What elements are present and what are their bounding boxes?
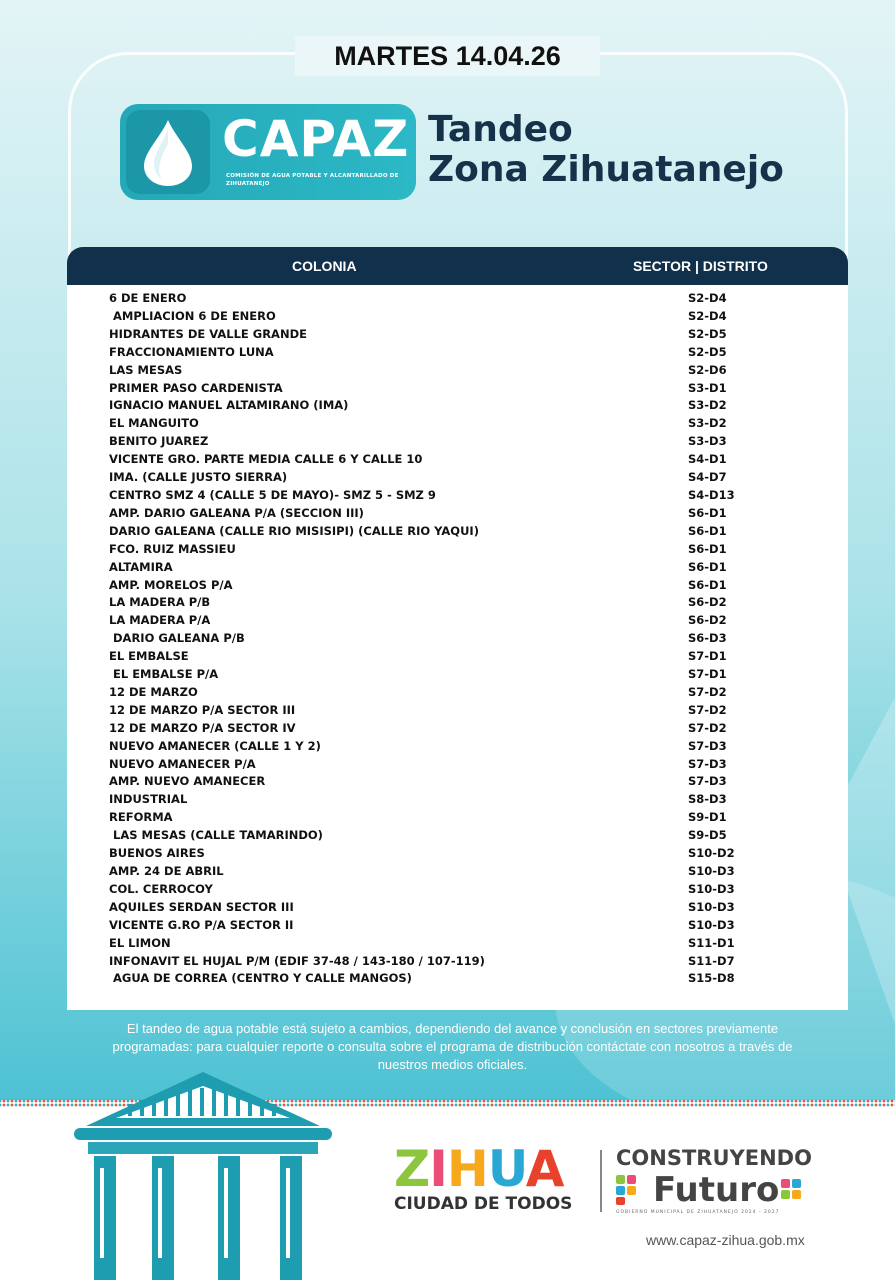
colonia-cell: NUEVO AMANECER (CALLE 1 Y 2) xyxy=(109,738,321,753)
colonia-cell: 6 DE ENERO xyxy=(109,291,187,305)
sector-cell: S11-D1 xyxy=(688,935,735,950)
sector-cell: S10-D2 xyxy=(688,846,735,861)
website-link[interactable]: www.capaz-zihua.gob.mx xyxy=(646,1232,805,1248)
zihua-letter: U xyxy=(487,1140,526,1198)
table-row xyxy=(67,899,848,917)
table-row xyxy=(67,559,848,577)
zihua-letter: I xyxy=(429,1140,447,1198)
sector-cell: S10-D3 xyxy=(688,899,735,914)
sector-cell: S7-D3 xyxy=(688,756,727,771)
table-row xyxy=(67,917,848,935)
sector-cell: S6-D1 xyxy=(688,541,727,556)
zihua-logo xyxy=(394,1140,573,1214)
zihua-letter: A xyxy=(525,1140,564,1198)
colonia-cell: AMP. NUEVO AMANECER xyxy=(109,774,266,789)
table-row xyxy=(67,594,848,612)
sector-cell: S4-D1 xyxy=(688,452,727,467)
colonia-cell: COL. CERROCOY xyxy=(109,881,213,896)
sector-cell: S6-D1 xyxy=(688,505,727,520)
sector-cell: S7-D1 xyxy=(688,649,727,664)
table-row xyxy=(67,362,848,380)
sector-cell: S2-D5 xyxy=(688,326,727,341)
colonia-cell: LAS MESAS (CALLE TAMARINDO) xyxy=(109,828,323,843)
capaz-logo xyxy=(120,104,416,200)
colonia-cell: LAS MESAS xyxy=(109,362,183,377)
sector-cell: S3-D1 xyxy=(688,380,727,395)
sector-cell: S2-D6 xyxy=(688,362,727,377)
sector-cell: S11-D7 xyxy=(688,953,735,968)
sector-cell: S10-D3 xyxy=(688,881,735,896)
colored-squares-icon xyxy=(616,1175,650,1205)
table-row xyxy=(67,720,848,738)
sector-cell: S6-D3 xyxy=(688,631,727,646)
table-row xyxy=(67,451,848,469)
disclaimer-text: El tandeo de agua potable está sujeto a cambios, dependiendo del avance y conclusión en sectores previamente programadas: para cualquier reporte o consulta sobre el programa de distribución contáctate con nosotros a través de nuestros medios oficiales. xyxy=(112,1021,793,1072)
zihua-letter: Z xyxy=(394,1140,430,1198)
sector-cell: S6-D1 xyxy=(688,577,727,592)
construyendo-word: CONSTRUYENDO xyxy=(616,1146,812,1170)
colonia-cell: NUEVO AMANECER P/A xyxy=(109,756,256,771)
table-row xyxy=(67,791,848,809)
sector-cell: S2-D5 xyxy=(688,344,727,359)
colonia-cell: DARIO GALEANA P/B xyxy=(109,631,245,646)
sector-cell: S4-D7 xyxy=(688,470,727,485)
table-row xyxy=(67,308,848,326)
construyendo-logo xyxy=(616,1146,812,1215)
colonia-cell: CENTRO SMZ 4 (CALLE 5 DE MAYO)- SMZ 5 - SMZ 9 xyxy=(109,487,436,502)
zihua-subtitle: CIUDAD DE TODOS xyxy=(394,1194,573,1214)
colonia-cell: AGUA DE CORREA (CENTRO Y CALLE MANGOS) xyxy=(109,971,412,986)
sector-cell: S10-D3 xyxy=(688,917,735,932)
sector-cell: S15-D8 xyxy=(688,971,735,986)
title-line-2: Zona Zihuatanejo xyxy=(428,149,784,190)
table-row xyxy=(67,827,848,845)
colonia-cell: AMPLIACION 6 DE ENERO xyxy=(109,308,276,323)
table-row xyxy=(67,809,848,827)
table-row xyxy=(67,505,848,523)
logo-name: CAPAZ xyxy=(222,110,410,168)
sector-cell: S7-D3 xyxy=(688,738,727,753)
colonia-cell: VICENTE GRO. PARTE MEDIA CALLE 6 Y CALLE 10 xyxy=(109,452,423,467)
colonia-cell: DARIO GALEANA (CALLE RIO MISISIPI) (CALLE RIO YAQUI) xyxy=(109,523,479,538)
zihua-wordmark xyxy=(394,1140,572,1198)
sector-cell: S6-D1 xyxy=(688,523,727,538)
colonia-cell: FRACCIONAMIENTO LUNA xyxy=(109,344,274,359)
table-row xyxy=(67,487,848,505)
colonia-cell: LA MADERA P/B xyxy=(109,595,211,610)
water-drop-icon xyxy=(140,118,196,188)
sector-cell: S2-D4 xyxy=(688,291,727,305)
table-row xyxy=(67,469,848,487)
colonia-cell: VICENTE G.RO P/A SECTOR II xyxy=(109,917,294,932)
colonia-cell: FCO. RUIZ MASSIEU xyxy=(109,541,236,556)
table-row xyxy=(67,738,848,756)
logo-separator xyxy=(600,1150,602,1212)
sector-cell: S4-D13 xyxy=(688,487,735,502)
table-row xyxy=(67,541,848,559)
date-title: MARTES 14.04.26 xyxy=(295,36,600,76)
colonia-cell: REFORMA xyxy=(109,810,173,825)
table-row xyxy=(67,756,848,774)
table-row xyxy=(67,326,848,344)
colonia-cell: AMP. MORELOS P/A xyxy=(109,577,233,592)
futuro-word: Futuro xyxy=(653,1170,780,1210)
table-row xyxy=(67,684,848,702)
drop-box xyxy=(126,110,210,194)
sector-cell: S7-D2 xyxy=(688,684,727,699)
table-row xyxy=(67,630,848,648)
colonia-cell: 12 DE MARZO P/A SECTOR IV xyxy=(109,720,296,735)
colonia-cell: EL MANGUITO xyxy=(109,416,199,431)
table-row xyxy=(67,290,848,308)
colonia-cell: IGNACIO MANUEL ALTAMIRANO (IMA) xyxy=(109,398,349,413)
colonia-cell: 12 DE MARZO P/A SECTOR III xyxy=(109,702,296,717)
table-row xyxy=(67,648,848,666)
logo-subtitle: COMISIÓN DE AGUA POTABLE Y ALCANTARILLADO DE ZIHUATANEJO xyxy=(226,173,399,187)
colonia-cell: EL EMBALSE P/A xyxy=(109,667,219,682)
colonia-cell: INDUSTRIAL xyxy=(109,792,188,807)
table-row xyxy=(67,863,848,881)
sector-cell: S10-D3 xyxy=(688,864,735,878)
colonia-cell: BUENOS AIRES xyxy=(109,846,205,861)
page-title xyxy=(428,110,784,190)
table-row xyxy=(67,970,848,988)
sector-cell: S6-D2 xyxy=(688,595,727,610)
table-row xyxy=(67,380,848,398)
sector-cell: S3-D2 xyxy=(688,398,727,413)
colonia-cell: EL EMBALSE xyxy=(109,649,189,664)
table-row xyxy=(67,953,848,971)
table-row xyxy=(67,523,848,541)
sector-cell: S7-D2 xyxy=(688,720,727,735)
sector-cell: S3-D3 xyxy=(688,434,727,449)
colonia-cell: BENITO JUAREZ xyxy=(109,434,209,449)
table-row xyxy=(67,666,848,684)
table-row xyxy=(67,577,848,595)
colonia-cell: INFONAVIT EL HUJAL P/M (EDIF 37-48 / 143-180 / 107-119) xyxy=(109,953,485,968)
table-row xyxy=(67,845,848,863)
sector-cell: S9-D5 xyxy=(688,828,727,843)
building-icon xyxy=(68,1068,338,1280)
futuro-row xyxy=(616,1172,812,1208)
sector-cell: S3-D2 xyxy=(688,416,727,431)
table-row xyxy=(67,397,848,415)
sector-cell: S6-D2 xyxy=(688,613,727,628)
sector-cell: S6-D1 xyxy=(688,559,727,574)
title-line-1: Tandeo xyxy=(428,109,573,150)
sector-cell: S8-D3 xyxy=(688,792,727,807)
table-row xyxy=(67,612,848,630)
table-row xyxy=(67,415,848,433)
table-row xyxy=(67,344,848,362)
zihua-letter: H xyxy=(446,1140,488,1198)
colonia-cell: IMA. (CALLE JUSTO SIERRA) xyxy=(109,470,288,485)
table-row xyxy=(67,935,848,953)
column-header-colonia: COLONIA xyxy=(292,258,357,274)
colonia-cell: AMP. DARIO GALEANA P/A (SECCION III) xyxy=(109,505,364,520)
colored-squares-icon xyxy=(781,1175,811,1205)
sector-cell: S9-D1 xyxy=(688,810,727,825)
colonia-cell: PRIMER PASO CARDENISTA xyxy=(109,380,283,395)
colonia-cell: HIDRANTES DE VALLE GRANDE xyxy=(109,326,307,341)
table-row xyxy=(67,881,848,899)
table-body xyxy=(67,290,848,988)
government-line: GOBIERNO MUNICIPAL DE ZIHUATANEJO 2024 - 2027 xyxy=(616,1210,780,1215)
column-header-sector: SECTOR | DISTRITO xyxy=(633,258,768,274)
colonia-cell: AQUILES SERDAN SECTOR III xyxy=(109,899,294,914)
table-header xyxy=(67,247,848,285)
schedule-table xyxy=(67,247,848,1010)
table-row xyxy=(67,433,848,451)
table-row xyxy=(67,773,848,791)
colonia-cell: LA MADERA P/A xyxy=(109,613,211,628)
colonia-cell: 12 DE MARZO xyxy=(109,684,198,699)
sector-cell: S2-D4 xyxy=(688,308,727,323)
colonia-cell: EL LIMON xyxy=(109,935,171,950)
sector-cell: S7-D2 xyxy=(688,702,727,717)
table-row xyxy=(67,702,848,720)
colonia-cell: ALTAMIRA xyxy=(109,559,173,574)
sector-cell: S7-D1 xyxy=(688,667,727,682)
colonia-cell: AMP. 24 DE ABRIL xyxy=(109,864,224,878)
sector-cell: S7-D3 xyxy=(688,774,727,789)
